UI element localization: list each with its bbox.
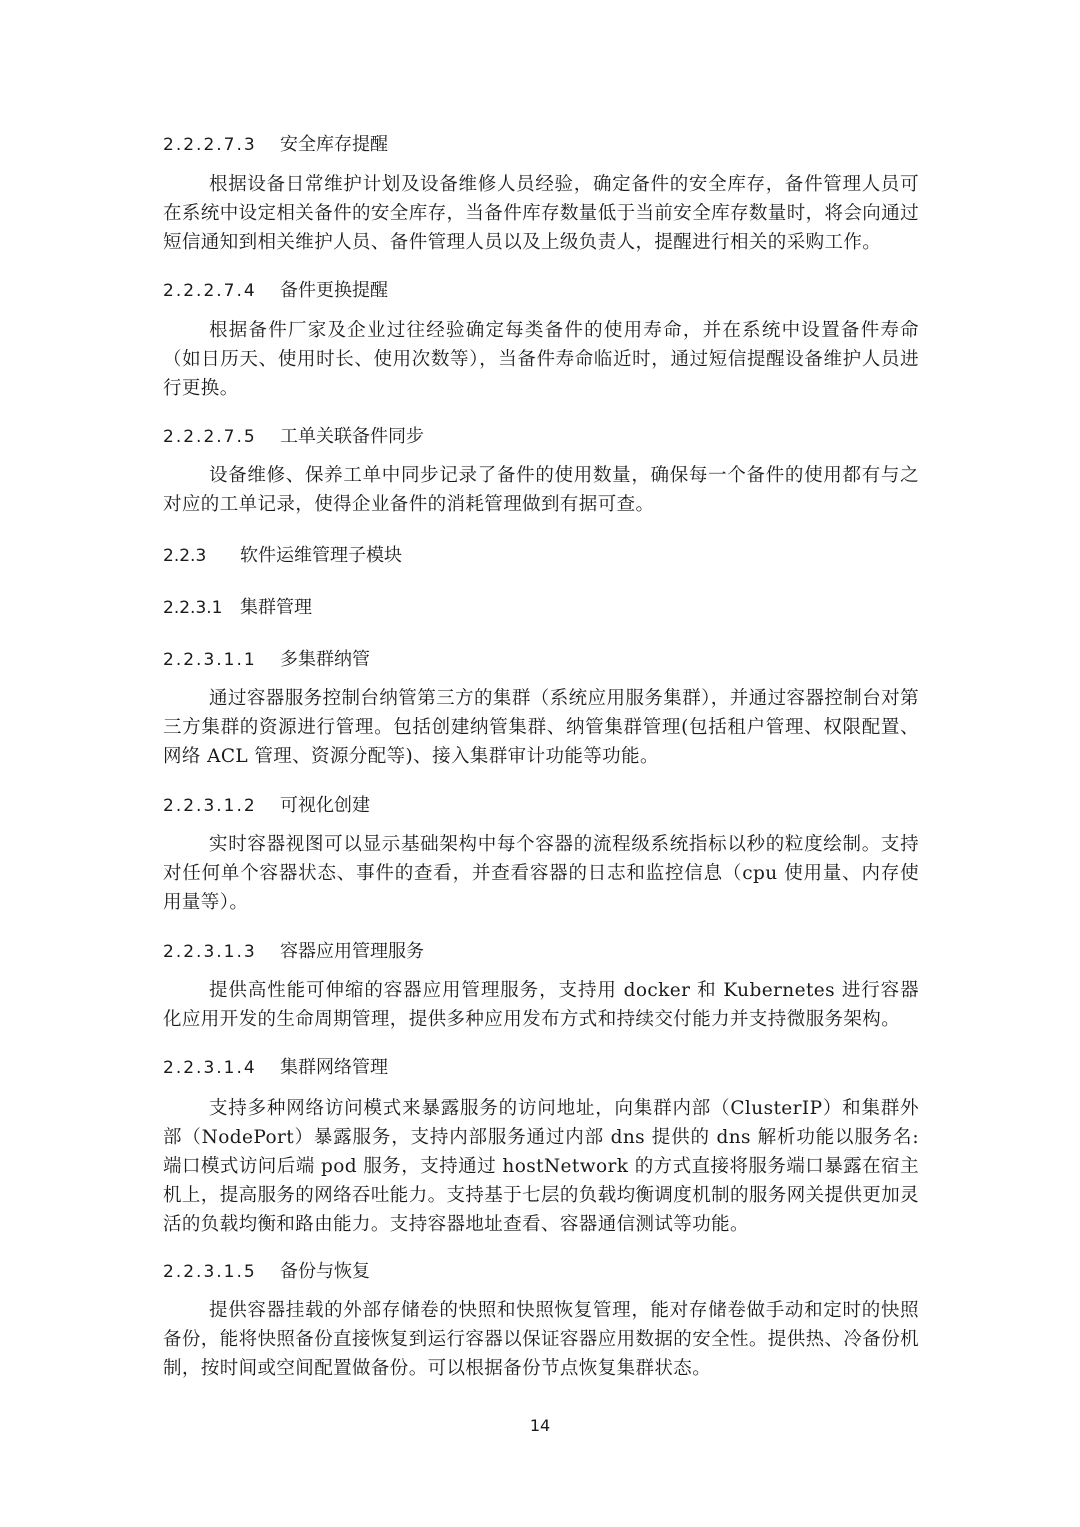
section-heading [163, 794, 370, 818]
section-number: 2.2.3.1.3 [163, 942, 257, 962]
section-body: 提供高性能可伸缩的容器应用管理服务，支持用 docker 和 Kubernetes 进行容器化应用开发的生命周期管理，提供多种应用发布方式和持续交付能力并支持微服务架构。 [163, 980, 919, 1030]
section-title: 备份与恢复 [280, 1261, 370, 1282]
section-heading [163, 1260, 370, 1284]
section-heading [163, 544, 402, 568]
section-body: 根据设备日常维护计划及设备维修人员经验，确定备件的安全库存，备件管理人员可在系统中设定相关备件的安全库存，当备件库存数量低于当前安全库存数量时，将会向通过短信通知到相关维护人员、备件管理人员以及上级负责人，提醒进行相关的采购工作。 [163, 174, 920, 253]
section-title: 可视化创建 [280, 795, 370, 816]
section-title: 容器应用管理服务 [280, 941, 424, 962]
section-body: 提供容器挂载的外部存储卷的快照和快照恢复管理，能对存储卷做手动和定时的快照备份，能将快照备份直接恢复到运行容器以保证容器应用数据的安全性。提供热、冷备份机制，按时间或空间配置做备份。可以根据备份节点恢复集群状态。 [163, 1300, 920, 1379]
section-number: 2.2.3.1.1 [163, 650, 257, 670]
section-title: 集群管理 [240, 597, 312, 618]
section-heading [163, 648, 370, 672]
section-body: 支持多种网络访问模式来暴露服务的访问地址，向集群内部（ClusterIP）和集群外部（NodePort）暴露服务，支持内部服务通过内部 dns 提供的 dns 解析功能以服务名:端口模式访问后端 pod 服务，支持通过 hostNetwork 的方式直接将服务端口暴露在宿主机上，提高服务的网络吞吐能力。支持基于七层的负载均衡调度机制的服务网关提供更加灵活的负载均衡和路由能力。支持容器地址查看、容器通信测试等功能。 [163, 1098, 920, 1235]
section-heading [163, 940, 424, 964]
section-number: 2.2.3.1.4 [163, 1058, 257, 1078]
section-number: 2.2.3 [163, 546, 207, 566]
section-number: 2.2.3.1.2 [163, 796, 257, 816]
section-title: 安全库存提醒 [280, 134, 388, 155]
section-title: 集群网络管理 [280, 1057, 388, 1078]
section-body: 根据备件厂家及企业过往经验确定每类备件的使用寿命，并在系统中设置备件寿命（如日历天、使用时长、使用次数等），当备件寿命临近时，通过短信提醒设备维护人员进行更换。 [163, 320, 919, 399]
section-title: 工单关联备件同步 [280, 426, 424, 447]
section-number: 2.2.2.7.3 [163, 135, 257, 155]
section-heading [163, 1056, 388, 1080]
section-body: 实时容器视图可以显示基础架构中每个容器的流程级系统指标以秒的粒度绘制。支持对任何单个容器状态、事件的查看，并查看容器的日志和监控信息（cpu 使用量、内存使用量等）。 [163, 834, 919, 913]
section-heading [163, 133, 388, 157]
page-number: 14 [529, 1416, 551, 1435]
section-heading [163, 425, 424, 449]
section-title: 多集群纳管 [280, 649, 370, 670]
section-body: 通过容器服务控制台纳管第三方的集群（系统应用服务集群），并通过容器控制台对第三方集群的资源进行管理。包括创建纳管集群、纳管集群管理(包括租户管理、权限配置、网络 ACL 管理、资源分配等)、接入集群审计功能等功能。 [163, 688, 919, 767]
section-title: 备件更换提醒 [280, 280, 388, 301]
section-title: 软件运维管理子模块 [240, 545, 402, 566]
section-number: 2.2.2.7.5 [163, 427, 257, 447]
section-heading [163, 279, 388, 303]
section-heading [163, 596, 312, 620]
section-number: 2.2.2.7.4 [163, 281, 257, 301]
section-number: 2.2.3.1.5 [163, 1262, 257, 1282]
section-body: 设备维修、保养工单中同步记录了备件的使用数量，确保每一个备件的使用都有与之对应的工单记录，使得企业备件的消耗管理做到有据可查。 [163, 465, 919, 515]
section-number: 2.2.3.1 [163, 598, 223, 618]
